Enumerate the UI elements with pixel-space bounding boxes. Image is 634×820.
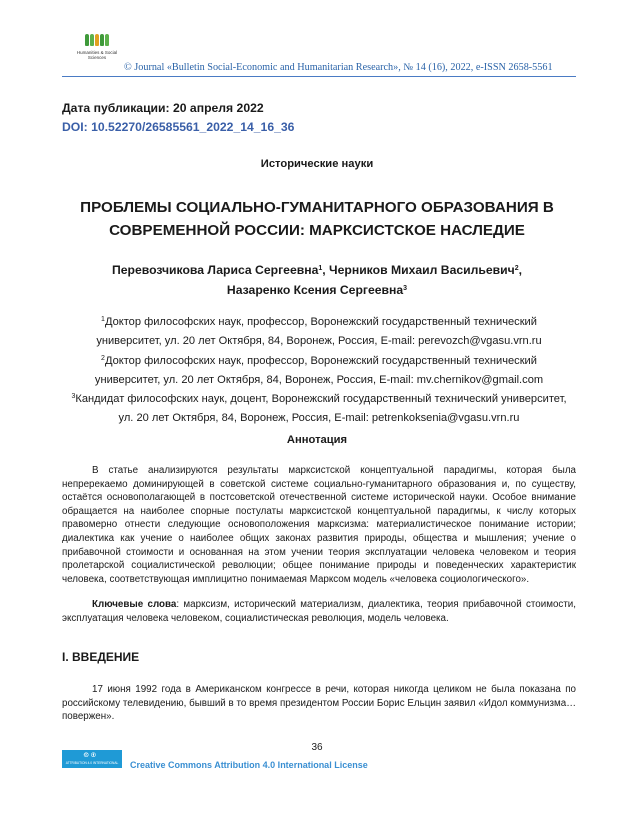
cc-badge-text: ATTRIBUTION 4.0 INTERNATIONAL [65,761,119,765]
article-title [80,196,554,242]
abstract-heading: Аннотация [286,434,348,446]
authors-line-2 [60,280,574,300]
affiliation [56,390,582,429]
author-sup: 3 [403,285,408,292]
logo-text-line: Humanities & Social [76,50,118,55]
doi-link[interactable]: DOI: 10.52270/26585561_2022_14_16_36 [62,120,295,134]
keywords-text: : марксизм, исторический материализм, диалектика, теория прибавочной стоимости, эксплуатация человека человеком, социалистическая революция, модель человека. [62,599,576,624]
affiliation-line: Доктор философских наук, профессор, Воронежский государственный технический [104,354,537,367]
affiliation-line: Доктор философских наук, профессор, Воронежский государственный технический [104,316,537,328]
page-number: 36 [311,742,323,753]
title-line: ПРОБЛЕМЫ СОЦИАЛЬНО-ГУМАНИТАРНОГО ОБРАЗОВАНИЯ В [80,199,554,216]
journal-logo [62,34,132,72]
author-sup: 1 [318,265,323,272]
license-link[interactable]: Creative Commons Attribution 4.0 International License [130,760,368,770]
affiliations [56,313,582,429]
keywords [62,598,576,625]
journal-header: © Journal «Bulletin Social-Economic and Humanitarian Research», № 14 (16), 2022, e-ISSN 2658-5561 [124,62,553,73]
header-divider [62,76,576,77]
author-list [60,260,574,300]
logo-text [62,50,132,60]
author-name: Черников Михаил Васильевич [329,263,515,277]
affiliation-sup: 3 [71,393,76,401]
logo-figure-1 [85,34,89,46]
logo-figures-icon [62,34,132,48]
logo-figure-3 [95,34,99,46]
affiliation-line: Кандидат философских наук, доцент, Воронежский государственный технический университет, [75,393,567,406]
author-name: Перевозчикова Лариса Сергеевна [111,263,319,277]
logo-figure-5 [105,34,109,46]
keywords-label: Ключевые слова [92,599,177,610]
author-name: Назаренко Ксения Сергеевна [226,283,404,297]
logo-figure-2 [90,34,94,46]
intro-heading: I. ВВЕДЕНИЕ [62,650,140,664]
logo-text-line: Sciences [87,55,107,60]
affiliation-line: университет, ул. 20 лет Октября, 84, Воронеж, Россия, E-mail: mv.chernikov@gmail.com [94,373,544,386]
author-sup: 2 [514,265,519,272]
title-line: СОВРЕМЕННОЙ РОССИИ: МАРКСИСТСКОЕ НАСЛЕДИЕ [109,222,525,239]
section-heading: Исторические науки [260,158,374,170]
affiliation-line: университет, ул. 20 лет Октября, 84, Воронеж, Россия, E-mail: perevozch@vgasu.vrn.ru [96,335,542,348]
intro-text: 17 июня 1992 года в Американском конгрессе в речи, которая никогда целиком не была показана по российскому телевидению, бывший в то время президентом России Борис Ельцин заявил «Идол коммунизма… повержен». [62,684,576,723]
cc-license-icon[interactable] [62,750,122,768]
abstract-text: В статье анализируются результаты марксистской концептуальной парадигмы, которая была непререкаемо доминирующей в советской системе социально-гуманитарного образования и, по существу, остаётся основополагающей в постсоветской отечественной системе исторической науки. Особое внимание обращается на наиболее спорные постулаты марксистской концептуальной парадигмы, к числу которых правомерно отнести следующие основоположения марксизма: материалистическое понимание истории; диалектика как учение о наиболее общих законах развития природы, общества и мышления; учение о прибавочной стоимости и основанная на этом учении теория эксплуатации человека человеком и теория пролетарской социалистической революции; общее понимание природы и поведенческих характеристик человека, соответствующая имплицитно понимаемая Марксом модель «человека социологического». [62,465,576,585]
affiliation-sup: 1 [101,316,105,323]
affiliation [56,352,582,391]
cc-symbols: 🅭 🅯 [84,752,97,759]
affiliation-sup: 2 [101,354,105,362]
logo-figure-4 [100,34,104,46]
affiliation [56,313,582,352]
affiliation-line: ул. 20 лет Октября, 84, Воронеж, Россия, E-mail: petrenkoksenia@vgasu.vrn.ru [118,412,520,425]
authors-line-1: Перевозчикова Лариса Сергеевна$^1$, Черников Михаил Васильевич$^2$, [111,263,522,277]
publication-date: Дата публикации: 20 апреля 2022 [62,101,264,115]
